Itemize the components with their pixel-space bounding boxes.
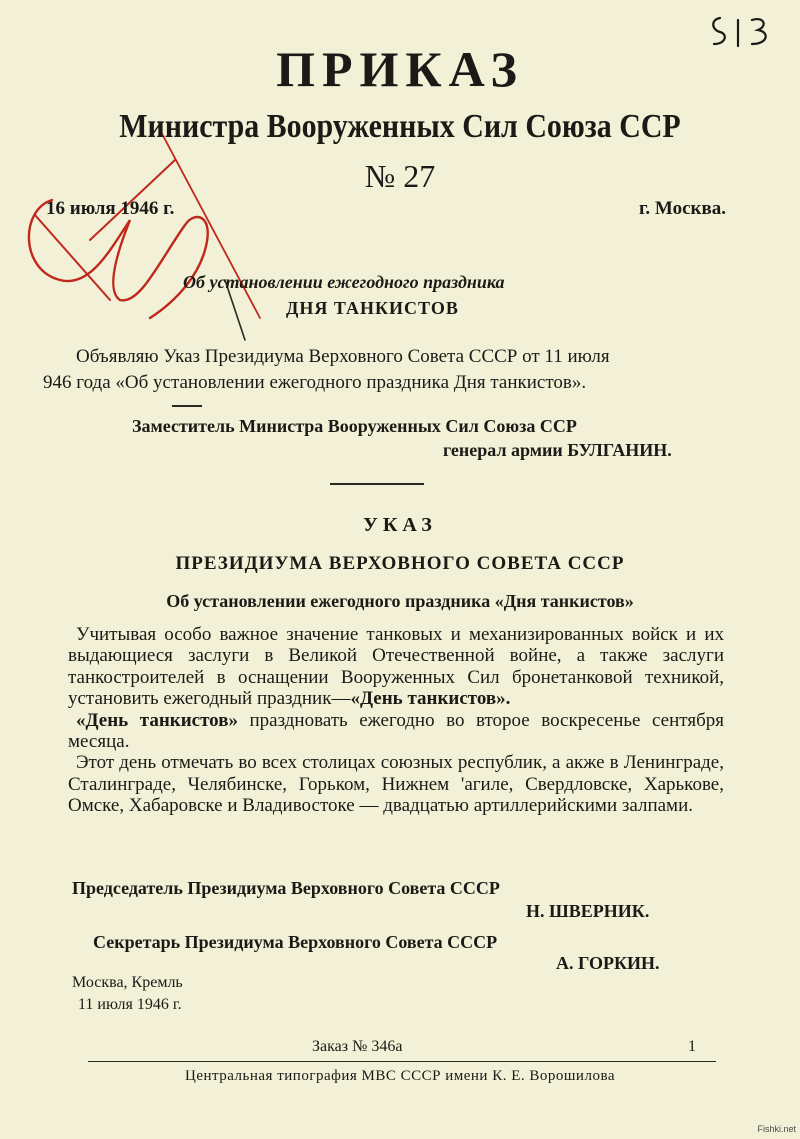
decree-issuer: ПРЕЗИДИУМА ВЕРХОВНОГО СОВЕТА СССР bbox=[175, 553, 625, 574]
secretary-name: А. ГОРКИН. bbox=[556, 953, 660, 973]
order-topic-line2: ДНЯ ТАНКИСТОВ bbox=[286, 298, 459, 318]
decree-topic: Об установлении ежегодного праздника «Дня танкистов» bbox=[166, 591, 634, 611]
order-signatory-title: Заместитель Министра Вооруженных Сил Союза ССР bbox=[132, 416, 577, 436]
order-signatory-name: генерал армии БУЛГАНИН. bbox=[443, 440, 672, 460]
chair-name: Н. ШВЕРНИК. bbox=[526, 901, 650, 921]
holiday-name: «День танкистов». bbox=[350, 688, 511, 710]
order-topic-line1: Об установлении ежегодного праздника bbox=[183, 272, 505, 292]
order-city: г. Москва. bbox=[638, 198, 726, 219]
decree-text bbox=[68, 624, 724, 817]
decree-paragraph-2: «День танкистов» праздновать ежегодно во второе воскресенье сентября месяца. bbox=[68, 709, 724, 753]
order-date: 16 июля 1946 г. bbox=[46, 198, 175, 219]
watermark: Fishki.net bbox=[757, 1124, 796, 1134]
footer-rule bbox=[88, 1061, 716, 1062]
decree-paragraph-1: Учитывая особо важное значение танковых и механизированных войск и их выдающиеся заслуги в Великой Отечественной войне, а также заслуги танкостроителей в оснащении Вооруженных Сил бронетанковой техникой, установить ежегодный праздник—«День танкистов». bbox=[68, 624, 724, 710]
page-number: 1 bbox=[688, 1038, 696, 1055]
decree-place: Москва, Кремль bbox=[72, 974, 183, 991]
chair-title: Председатель Президиума Верховного Совета СССР bbox=[72, 878, 500, 898]
decree-paragraph-3: Этот день отмечать во всех столицах союзных республик, а акже в Ленинграде, Сталинграде, Челябинске, Горьком, Нижнем 'агиле, Свердловске, Харькове, Омске, Хабаровске и Владивостоке — двадцатью артиллерийскими залпами. bbox=[68, 752, 724, 817]
order-number: № 27 bbox=[364, 158, 436, 194]
order-body-line1: Объявляю Указ Президиума Верховного Совета СССР от 11 июля bbox=[76, 346, 610, 367]
separator-dash bbox=[172, 405, 202, 407]
secretary-title: Секретарь Президиума Верховного Совета СССР bbox=[93, 932, 498, 952]
holiday-name-2: «День танкистов» bbox=[76, 709, 238, 731]
decree-heading: УКАЗ bbox=[363, 514, 437, 536]
printer-imprint: Центральная типография МВС СССР имени К. Е. Ворошилова bbox=[185, 1068, 615, 1084]
document-title: ПРИКАЗ bbox=[276, 41, 524, 97]
print-order-number: Заказ № 346а bbox=[312, 1038, 403, 1055]
decree-date: 11 июля 1946 г. bbox=[78, 996, 182, 1013]
section-divider bbox=[330, 483, 424, 485]
issuing-authority: Министра Вооруженных Сил Союза ССР bbox=[119, 108, 681, 145]
order-body-line2: 946 года «Об установлении ежегодного праздника Дня танкистов». bbox=[43, 372, 587, 393]
